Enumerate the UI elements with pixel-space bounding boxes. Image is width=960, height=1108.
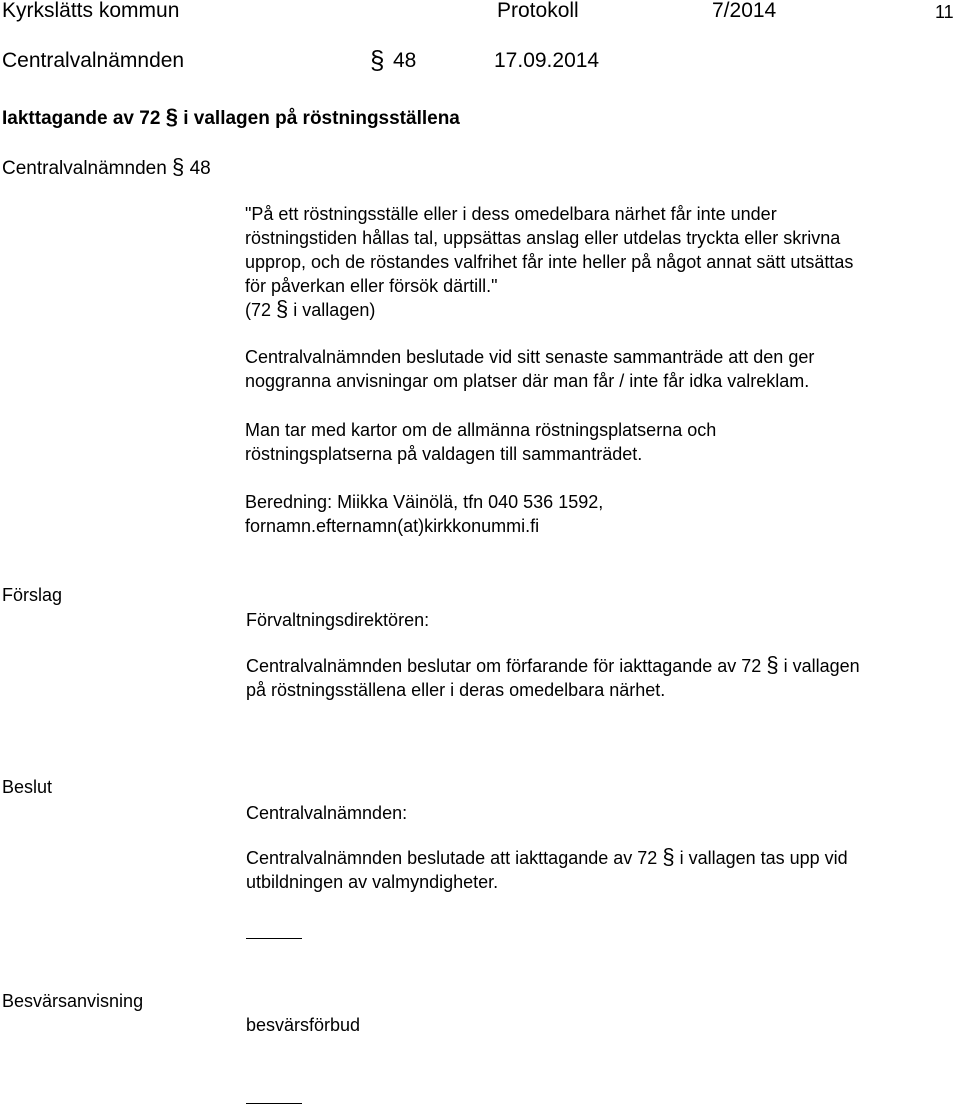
separator-line: [246, 938, 302, 939]
quote-line: för påverkan eller försök därtill.": [245, 276, 498, 296]
quote-line: upprop, och de röstandes valfrihet får inte heller på något annat sätt utsättas: [245, 252, 854, 272]
subtitle-body: Centralvalnämnden: [2, 158, 167, 179]
document-number: 7/2014: [712, 0, 777, 22]
appeal-instructions-text: besvärsförbud: [246, 1015, 361, 1035]
section-sign: §: [370, 45, 385, 75]
page-number: 11: [935, 2, 954, 22]
quote-line: röstningstiden hållas tal, uppsättas anslag eller utdelas tryckta eller skrivna: [245, 228, 841, 248]
quote-reference: [245, 298, 853, 322]
law-quote: [245, 202, 853, 322]
paragraph-line: noggranna anvisningar om platser där man får / inte får idka valreklam.: [245, 371, 810, 391]
preparation-contact: Beredning: Miikka Väinölä, tfn 040 536 1592,: [245, 492, 604, 512]
quote-ref-section-sign: §: [276, 296, 289, 321]
appeal-instructions-label: Besvärsanvisning: [2, 991, 144, 1011]
document-type: Protokoll: [497, 0, 579, 22]
decision-line: utbildningen av valmyndigheter.: [246, 872, 499, 892]
decision-heading: Centralvalnämnden:: [246, 803, 408, 823]
paragraph-line: röstningsplatserna på valdagen till sammanträdet.: [245, 444, 643, 464]
proposal-label: Förslag: [2, 585, 63, 605]
paragraph-previous-decision: [245, 345, 814, 393]
proposal-heading: Förvaltningsdirektören:: [246, 610, 430, 630]
municipality-name: Kyrkslätts kommun: [2, 0, 180, 22]
meeting-date: 17.09.2014: [494, 49, 600, 72]
page-title-start: Iakttagande av 72: [2, 108, 161, 129]
quote-line: "På ett röstningsställe eller i dess omedelbara närhet får inte under: [245, 204, 777, 224]
decision-label: Beslut: [2, 777, 53, 797]
section-number: 48: [393, 49, 417, 72]
proposal-line: [246, 654, 860, 678]
decision-section-sign: §: [662, 844, 675, 869]
separator-line: [246, 1103, 302, 1104]
section-subtitle: [2, 156, 211, 178]
paragraph-line: Man tar med kartor om de allmänna röstningsplatserna och: [245, 420, 717, 440]
paragraph-maps: [245, 418, 716, 466]
paragraph-line: Centralvalnämnden beslutade vid sitt senaste sammanträde att den ger: [245, 347, 815, 367]
proposal-line-end: i vallagen: [783, 656, 860, 676]
decision-text: [246, 846, 848, 894]
decision-line-end: i vallagen tas upp vid: [679, 848, 848, 868]
proposal-text: [246, 654, 860, 702]
decision-line: [246, 846, 848, 870]
quote-ref-end: i vallagen): [293, 300, 376, 320]
preparation-email: fornamn.efternamn(at)kirkkonummi.fi: [245, 516, 540, 536]
page-title: [2, 106, 460, 128]
body-name: Centralvalnämnden: [2, 49, 185, 72]
paragraph-preparation: [245, 490, 603, 538]
proposal-section-sign: §: [766, 652, 779, 677]
decision-line-start: Centralvalnämnden beslutade att iakttagande av 72: [246, 848, 658, 868]
proposal-line: på röstningsställena eller i deras omedelbara närhet.: [246, 680, 666, 700]
title-section-sign: §: [165, 104, 178, 129]
page-title-end: i vallagen på röstningsställena: [183, 108, 460, 129]
subtitle-number: 48: [189, 158, 211, 179]
proposal-line-start: Centralvalnämnden beslutar om förfarande för iakttagande av 72: [246, 656, 762, 676]
quote-ref-start: (72: [245, 300, 272, 320]
subtitle-section-sign: §: [172, 154, 185, 179]
